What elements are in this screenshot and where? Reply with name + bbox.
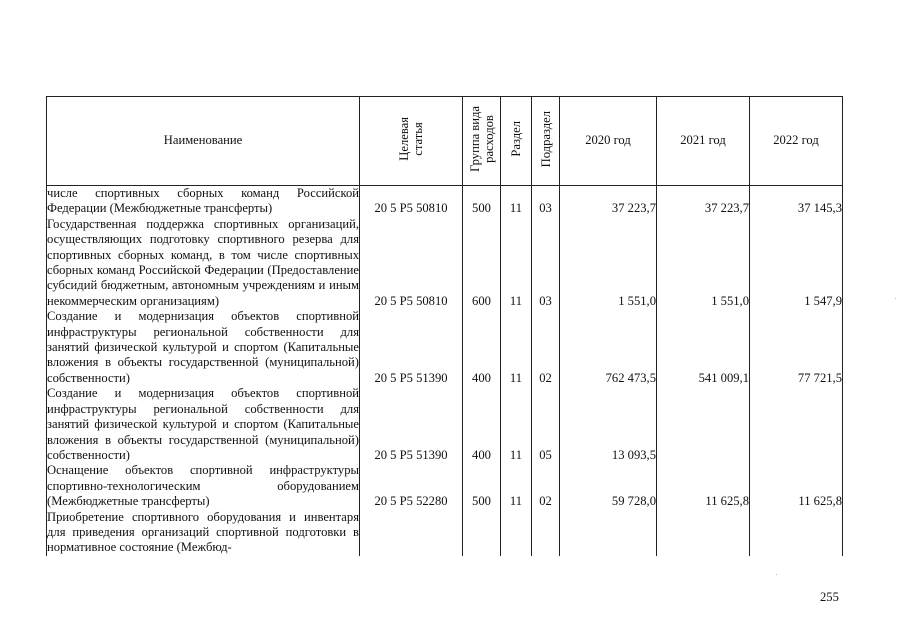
scan-speck [776, 574, 777, 575]
row-expense-group: 400 [463, 386, 501, 463]
budget-table [46, 96, 843, 556]
table-row [47, 386, 843, 463]
row-section: 11 [501, 309, 532, 386]
row-amount-2022 [750, 386, 843, 463]
row-target-article: 20 5 P5 50810 [360, 186, 463, 217]
table-row [47, 510, 843, 556]
row-target-article: 20 5 P5 50810 [360, 217, 463, 309]
row-amount-2020: 13 093,5 [560, 386, 657, 463]
row-subsection: 03 [532, 186, 560, 217]
row-expense-group: 600 [463, 217, 501, 309]
table-header-row [47, 97, 843, 186]
row-amount-2021: 37 223,7 [657, 186, 750, 217]
row-amount-2020 [560, 510, 657, 556]
page-number: 255 [820, 590, 839, 604]
row-amount-2021: 541 009,1 [657, 309, 750, 386]
row-amount-2022: 77 721,5 [750, 309, 843, 386]
row-amount-2020: 59 728,0 [560, 463, 657, 509]
row-name: Создание и модернизация объектов спортивной инфраструктуры региональной собственности для занятий физической культурой и спортом (Капитальные вложения в объекты государственной (муниципальной) собственности) [47, 309, 359, 385]
row-section: 11 [501, 217, 532, 309]
header-target-article: Целевая статья [360, 97, 463, 186]
row-expense-group: 400 [463, 309, 501, 386]
header-year-2020: 2020 год [560, 97, 657, 186]
scan-speck [895, 298, 896, 299]
row-subsection [532, 510, 560, 556]
header-expense-group: Группа вида расходов [463, 97, 501, 186]
header-section: Раздел [501, 97, 532, 186]
row-expense-group: 500 [463, 186, 501, 217]
header-year-2022: 2022 год [750, 97, 843, 186]
row-expense-group [463, 510, 501, 556]
row-amount-2022 [750, 510, 843, 556]
row-amount-2021 [657, 510, 750, 556]
table-row [47, 463, 843, 509]
row-name: числе спортивных сборных команд Российской Федерации (Межбюджетные трансферты) [47, 186, 359, 216]
row-amount-2020: 762 473,5 [560, 309, 657, 386]
row-name: Оснащение объектов спортивной инфраструктуры спортивно-технологическим оборудованием (Межбюджетные трансферты) [47, 463, 359, 509]
table-row [47, 186, 843, 217]
row-name: Государственная поддержка спортивных организаций, осуществляющих подготовку спортивного резерва для спортивных сборных команд, в том числе спортивных сборных команд Российской Федерации (Предоставление субсидий бюджетным, автономным учреждениям и иным некоммерческим организациям) [47, 216, 359, 308]
row-target-article [360, 510, 463, 556]
row-section [501, 510, 532, 556]
header-name: Наименование [47, 97, 360, 186]
row-section: 11 [501, 186, 532, 217]
row-name: Создание и модернизация объектов спортивной инфраструктуры региональной собственности для занятий физической культурой и спортом (Капитальные вложения в объекты государственной (муниципальной) собственности) [47, 386, 359, 462]
row-subsection: 03 [532, 217, 560, 309]
row-name: Приобретение спортивного оборудования и инвентаря для приведения организаций спортивной подготовки в нормативное состояние (Межбюд- [47, 509, 359, 555]
row-amount-2020: 1 551,0 [560, 217, 657, 309]
row-amount-2021: 1 551,0 [657, 217, 750, 309]
row-section: 11 [501, 463, 532, 509]
row-amount-2022: 1 547,9 [750, 217, 843, 309]
row-section: 11 [501, 386, 532, 463]
row-amount-2020: 37 223,7 [560, 186, 657, 217]
row-target-article: 20 5 P5 51390 [360, 309, 463, 386]
header-subsection: Подраздел [532, 97, 560, 186]
row-amount-2021: 11 625,8 [657, 463, 750, 509]
table-row [47, 217, 843, 309]
row-subsection: 02 [532, 309, 560, 386]
header-year-2021: 2021 год [657, 97, 750, 186]
row-amount-2022: 11 625,8 [750, 463, 843, 509]
row-amount-2021 [657, 386, 750, 463]
row-subsection: 05 [532, 386, 560, 463]
table-row [47, 309, 843, 386]
row-target-article: 20 5 P5 51390 [360, 386, 463, 463]
row-subsection: 02 [532, 463, 560, 509]
row-amount-2022: 37 145,3 [750, 186, 843, 217]
row-target-article: 20 5 P5 52280 [360, 463, 463, 509]
row-expense-group: 500 [463, 463, 501, 509]
